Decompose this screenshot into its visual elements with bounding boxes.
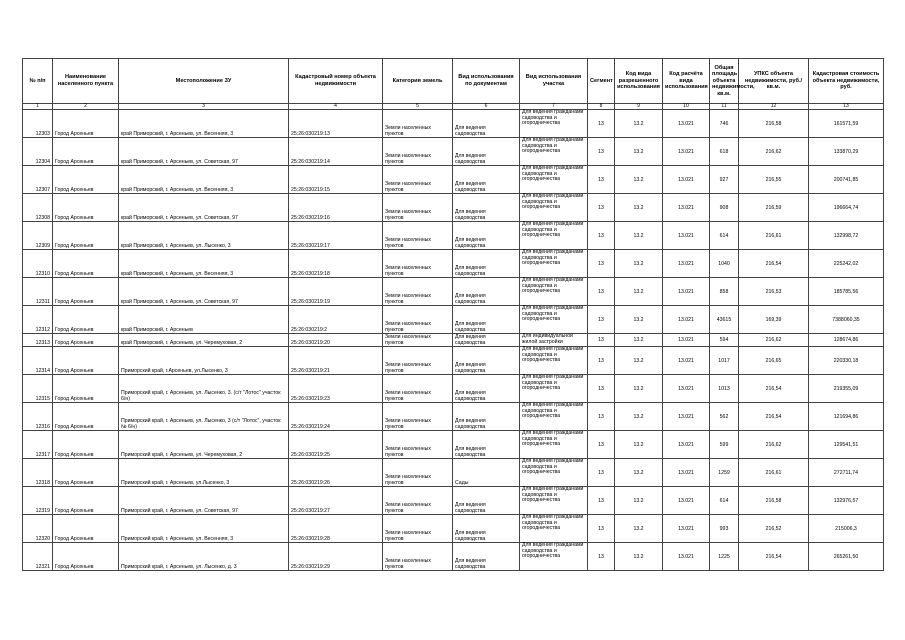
cell-upks: 216,62 <box>739 334 809 347</box>
cell-settlement: Город Арсеньев <box>53 347 119 375</box>
cell-use: Для ведения гражданами садоводства и огородничества <box>520 194 588 222</box>
cell-location: Приморский край, г. Арсеньев, ул. Черемуховая, 2 <box>119 431 289 459</box>
cell-calc-code: 13.021 <box>663 250 710 278</box>
cell-use: Для ведения гражданами садоводства и огородничества <box>520 375 588 403</box>
cell-area: 993 <box>710 515 739 543</box>
cell-cadastral: 25:26:030219:16 <box>289 194 383 222</box>
cell-calc-code: 13.021 <box>663 306 710 334</box>
cell-area: 562 <box>710 403 739 431</box>
cell-upks: 216,54 <box>739 250 809 278</box>
cell-cadastral: 25:26:030219:28 <box>289 515 383 543</box>
cell-area: 927 <box>710 166 739 194</box>
cell-calc-code: 13.021 <box>663 459 710 487</box>
cell-segment: 13 <box>588 543 615 571</box>
cell-value: 196664,74 <box>809 194 884 222</box>
table-row <box>23 166 884 194</box>
cell-location: край Приморский, г. Арсеньев, ул. Черемуховая, 2 <box>119 334 289 347</box>
cell-settlement: Город Арсеньев <box>53 334 119 347</box>
column-number: 13 <box>809 104 884 110</box>
cell-num: 12321 <box>23 543 53 571</box>
cell-vri-code: 13.2 <box>615 543 663 571</box>
table-row <box>23 459 884 487</box>
cadastral-table-sheet <box>22 58 883 571</box>
cell-vri-code: 13.2 <box>615 487 663 515</box>
cell-calc-code: 13.021 <box>663 194 710 222</box>
table-row <box>23 543 884 571</box>
cell-area: 614 <box>710 222 739 250</box>
column-header: Общая площадь объекта недвижимости, кв.м. <box>710 59 739 104</box>
cell-doc-use: Для ведения садоводства <box>453 347 520 375</box>
cell-location: Приморский край, г. Арсеньев, ул. Лысенко, д. 3 <box>119 543 289 571</box>
column-header: Код вида разрешенного использования <box>615 59 663 104</box>
cell-doc-use: Для ведения садоводства <box>453 138 520 166</box>
cell-vri-code: 13.2 <box>615 403 663 431</box>
cell-location: Приморский край, г. Арсеньев, ул. Лысенко, 3. (с/т "Лотос" участок 6/н) <box>119 375 289 403</box>
cell-settlement: Город Арсеньев <box>53 306 119 334</box>
cell-area: 1225 <box>710 543 739 571</box>
cell-upks: 216,62 <box>739 138 809 166</box>
column-header: Вид использования по документам <box>453 59 520 104</box>
cell-value: 265261,50 <box>809 543 884 571</box>
cell-vri-code: 13.2 <box>615 515 663 543</box>
column-number: 4 <box>289 104 383 110</box>
column-header: Кадастровый номер объекта недвижимости <box>289 59 383 104</box>
cell-calc-code: 13.021 <box>663 375 710 403</box>
cell-location: край Приморский, г. Арсеньев, ул. Весенняя, 3 <box>119 166 289 194</box>
cell-location: край Приморский, г. Арсеньев, ул. Советская, 97 <box>119 138 289 166</box>
cell-location: Приморский край, г. Арсеньев, ул. Весенняя, 3 <box>119 515 289 543</box>
cell-category: Земли населенных пунктов <box>383 459 453 487</box>
cell-cadastral: 25:26:030219:29 <box>289 543 383 571</box>
cell-settlement: Город Арсеньев <box>53 431 119 459</box>
cell-num: 12314 <box>23 347 53 375</box>
cell-upks: 216,52 <box>739 515 809 543</box>
cell-location: край Приморский, г. Арсеньев <box>119 306 289 334</box>
cell-category: Земли населенных пунктов <box>383 222 453 250</box>
column-header: Категория земель <box>383 59 453 104</box>
cell-area: 1013 <box>710 375 739 403</box>
cell-segment: 13 <box>588 375 615 403</box>
cell-calc-code: 13.021 <box>663 166 710 194</box>
cell-calc-code: 13.021 <box>663 515 710 543</box>
cell-segment: 13 <box>588 222 615 250</box>
cell-area: 858 <box>710 278 739 306</box>
cell-settlement: Город Арсеньев <box>53 403 119 431</box>
cell-use: Для ведения гражданами садоводства и огородничества <box>520 110 588 138</box>
cell-upks: 216,58 <box>739 487 809 515</box>
cell-area: 599 <box>710 431 739 459</box>
cell-doc-use: Для ведения садоводства <box>453 250 520 278</box>
cell-category: Земли населенных пунктов <box>383 306 453 334</box>
column-number: 8 <box>588 104 615 110</box>
cell-use: Для ведения гражданами садоводства и огородничества <box>520 543 588 571</box>
cell-value: 225242,02 <box>809 250 884 278</box>
cell-num: 12310 <box>23 250 53 278</box>
cell-category: Земли населенных пунктов <box>383 403 453 431</box>
cell-num: 12307 <box>23 166 53 194</box>
cell-vri-code: 13.2 <box>615 110 663 138</box>
cell-num: 12303 <box>23 110 53 138</box>
cell-calc-code: 13.021 <box>663 110 710 138</box>
cell-segment: 13 <box>588 515 615 543</box>
cell-vri-code: 13.2 <box>615 194 663 222</box>
cell-num: 12315 <box>23 375 53 403</box>
cell-value: 219355,09 <box>809 375 884 403</box>
column-number: 3 <box>119 104 289 110</box>
cell-num: 12319 <box>23 487 53 515</box>
cell-location: Приморский край, г.Арсеньев, ул.Лысенко, 3 <box>119 347 289 375</box>
cell-category: Земли населенных пунктов <box>383 375 453 403</box>
cell-upks: 216,54 <box>739 543 809 571</box>
cell-settlement: Город Арсеньев <box>53 459 119 487</box>
cell-segment: 13 <box>588 194 615 222</box>
cell-calc-code: 13.021 <box>663 334 710 347</box>
cell-cadastral: 25:26:030219:24 <box>289 403 383 431</box>
cell-cadastral: 25:26:030219:17 <box>289 222 383 250</box>
column-number: 6 <box>453 104 520 110</box>
column-number: 2 <box>53 104 119 110</box>
cell-doc-use: Для ведения садоводства <box>453 166 520 194</box>
cell-settlement: Город Арсеньев <box>53 222 119 250</box>
cell-segment: 13 <box>588 431 615 459</box>
cell-location: край Приморский, г. Арсеньев, ул. Лысенко, 3 <box>119 222 289 250</box>
cell-upks: 216,54 <box>739 375 809 403</box>
cell-num: 12317 <box>23 431 53 459</box>
cell-category: Земли населенных пунктов <box>383 110 453 138</box>
column-header: Кадастровая стоимость объекта недвижимости, руб. <box>809 59 884 104</box>
table-row <box>23 138 884 166</box>
cell-category: Земли населенных пунктов <box>383 347 453 375</box>
column-header: УПКС объекта недвижимости, руб./кв.м. <box>739 59 809 104</box>
cell-value: 7388060,35 <box>809 306 884 334</box>
cell-num: 12312 <box>23 306 53 334</box>
column-header: Вид использования участка <box>520 59 588 104</box>
cell-calc-code: 13.021 <box>663 347 710 375</box>
cell-segment: 13 <box>588 487 615 515</box>
cell-num: 12313 <box>23 334 53 347</box>
cell-doc-use: Для ведения садоводства <box>453 222 520 250</box>
cell-upks: 216,54 <box>739 403 809 431</box>
cell-vri-code: 13.2 <box>615 278 663 306</box>
cell-doc-use: Для ведения садоводства <box>453 110 520 138</box>
column-header: Местоположение ЗУ <box>119 59 289 104</box>
cell-segment: 13 <box>588 110 615 138</box>
cell-doc-use: Для ведения садоводства <box>453 194 520 222</box>
cell-location: край Приморский, г. Арсеньев, ул. Советская, 97 <box>119 194 289 222</box>
cell-area: 594 <box>710 334 739 347</box>
cell-cadastral: 25:26:030219:26 <box>289 459 383 487</box>
cell-value: 215006,3 <box>809 515 884 543</box>
cell-segment: 13 <box>588 334 615 347</box>
cell-doc-use: Сады <box>453 459 520 487</box>
cell-value: 185785,56 <box>809 278 884 306</box>
cell-segment: 13 <box>588 278 615 306</box>
table-body <box>23 110 884 571</box>
cell-segment: 13 <box>588 250 615 278</box>
cell-value: 129541,51 <box>809 431 884 459</box>
cell-settlement: Город Арсеньев <box>53 543 119 571</box>
cell-value: 132976,57 <box>809 487 884 515</box>
column-number: 5 <box>383 104 453 110</box>
cell-location: Приморский край, г. Арсеньев, ул.Лысенко, 3 <box>119 459 289 487</box>
cell-category: Земли населенных пунктов <box>383 543 453 571</box>
cell-location: край Приморский, г. Арсеньев, ул. Весенняя, 3 <box>119 250 289 278</box>
cell-upks: 216,61 <box>739 459 809 487</box>
cell-doc-use: Для ведения садоводства <box>453 375 520 403</box>
cell-category: Земли населенных пунктов <box>383 250 453 278</box>
cell-category: Земли населенных пунктов <box>383 431 453 459</box>
cell-num: 12316 <box>23 403 53 431</box>
table-row <box>23 347 884 375</box>
column-header: Сегмент <box>588 59 615 104</box>
cell-area: 746 <box>710 110 739 138</box>
table-row <box>23 110 884 138</box>
cell-value: 161571,59 <box>809 110 884 138</box>
cell-upks: 216,62 <box>739 431 809 459</box>
cell-doc-use: Для ведения садоводства <box>453 306 520 334</box>
cell-location: Приморский край, г. Арсеньев, ул. Лысенко, 3 (с/т "Лотос", участок № 6/н) <box>119 403 289 431</box>
cell-vri-code: 13.2 <box>615 431 663 459</box>
cell-num: 12309 <box>23 222 53 250</box>
cell-cadastral: 25:26:030219:20 <box>289 334 383 347</box>
table-row <box>23 334 884 347</box>
cell-category: Земли населенных пунктов <box>383 194 453 222</box>
table-row <box>23 431 884 459</box>
cell-upks: 216,59 <box>739 194 809 222</box>
table-row <box>23 375 884 403</box>
cell-use: Для ведения гражданами садоводства и огородничества <box>520 166 588 194</box>
column-number: 1 <box>23 104 53 110</box>
table-row <box>23 194 884 222</box>
table-row <box>23 403 884 431</box>
cell-value: 121694,86 <box>809 403 884 431</box>
cell-settlement: Город Арсеньев <box>53 278 119 306</box>
cell-location: край Приморский, г. Арсеньев, ул. Советская, 97 <box>119 278 289 306</box>
cell-use: Для ведения гражданами садоводства и огородничества <box>520 459 588 487</box>
cell-segment: 13 <box>588 166 615 194</box>
cell-vri-code: 13.2 <box>615 222 663 250</box>
cell-segment: 13 <box>588 138 615 166</box>
cell-settlement: Город Арсеньев <box>53 250 119 278</box>
cell-vri-code: 13.2 <box>615 250 663 278</box>
cell-category: Земли населенных пунктов <box>383 138 453 166</box>
cell-settlement: Город Арсеньев <box>53 375 119 403</box>
cell-category: Земли населенных пунктов <box>383 334 453 347</box>
cell-category: Земли населенных пунктов <box>383 515 453 543</box>
cell-calc-code: 13.021 <box>663 222 710 250</box>
cell-num: 12318 <box>23 459 53 487</box>
cell-cadastral: 25:26:030219:23 <box>289 375 383 403</box>
cell-use: Для ведения гражданами садоводства и огородничества <box>520 278 588 306</box>
cell-upks: 216,53 <box>739 278 809 306</box>
cell-use: Для ведения гражданами садоводства и огородничества <box>520 487 588 515</box>
cell-value: 132998,72 <box>809 222 884 250</box>
table-row <box>23 278 884 306</box>
cell-category: Земли населенных пунктов <box>383 278 453 306</box>
cell-calc-code: 13.021 <box>663 431 710 459</box>
table-row <box>23 222 884 250</box>
table-row <box>23 487 884 515</box>
cell-area: 908 <box>710 194 739 222</box>
cell-use: Для индивидуальной жилой застройки <box>520 334 588 347</box>
cell-calc-code: 13.021 <box>663 487 710 515</box>
cell-vri-code: 13.2 <box>615 459 663 487</box>
cell-segment: 13 <box>588 306 615 334</box>
cell-area: 43615 <box>710 306 739 334</box>
table-row <box>23 515 884 543</box>
cell-use: Для ведения гражданами садоводства и огородничества <box>520 431 588 459</box>
cell-settlement: Город Арсеньев <box>53 487 119 515</box>
cell-calc-code: 13.021 <box>663 403 710 431</box>
cell-area: 618 <box>710 138 739 166</box>
cell-settlement: Город Арсеньев <box>53 110 119 138</box>
cell-use: Для ведения гражданами садоводства и огородничества <box>520 306 588 334</box>
column-number: 11 <box>710 104 739 110</box>
cell-area: 614 <box>710 487 739 515</box>
cell-cadastral: 25:26:030219:25 <box>289 431 383 459</box>
cell-value: 200741,85 <box>809 166 884 194</box>
cell-use: Для ведения гражданами садоводства и огородничества <box>520 515 588 543</box>
cell-use: Для ведения гражданами садоводства и огородничества <box>520 403 588 431</box>
cell-segment: 13 <box>588 347 615 375</box>
cell-vri-code: 13.2 <box>615 166 663 194</box>
cell-doc-use: Для ведения садоводства <box>453 278 520 306</box>
cell-vri-code: 13.2 <box>615 138 663 166</box>
cell-location: край Приморский, г. Арсеньев, ул. Весенняя, 3 <box>119 110 289 138</box>
cell-area: 1259 <box>710 459 739 487</box>
cell-vri-code: 13.2 <box>615 334 663 347</box>
column-number: 12 <box>739 104 809 110</box>
cell-cadastral: 25:26:030219:13 <box>289 110 383 138</box>
cell-segment: 13 <box>588 459 615 487</box>
cell-cadastral: 25:26:030219:2 <box>289 306 383 334</box>
cell-settlement: Город Арсеньев <box>53 515 119 543</box>
cell-num: 12311 <box>23 278 53 306</box>
cell-segment: 13 <box>588 403 615 431</box>
cell-upks: 169,39 <box>739 306 809 334</box>
cell-use: Для ведения гражданами садоводства и огородничества <box>520 222 588 250</box>
cell-calc-code: 13.021 <box>663 278 710 306</box>
cell-doc-use: Для ведения садоводства <box>453 403 520 431</box>
column-number: 9 <box>615 104 663 110</box>
column-header: Код расчёта вида использования <box>663 59 710 104</box>
cell-area: 1040 <box>710 250 739 278</box>
cell-upks: 216,55 <box>739 166 809 194</box>
cell-value: 220330,18 <box>809 347 884 375</box>
cadastral-value-table <box>22 58 884 571</box>
cell-cadastral: 25:26:030219:21 <box>289 347 383 375</box>
table-header-row <box>23 59 884 104</box>
cell-doc-use: Для ведения садоводства <box>453 431 520 459</box>
cell-cadastral: 25:26:030219:18 <box>289 250 383 278</box>
cell-num: 12320 <box>23 515 53 543</box>
cell-doc-use: Для ведения садоводства <box>453 515 520 543</box>
cell-use: Для ведения гражданами садоводства и огородничества <box>520 347 588 375</box>
cell-cadastral: 25:26:030219:15 <box>289 166 383 194</box>
cell-use: Для ведения гражданами садоводства и огородничества <box>520 138 588 166</box>
cell-location: Приморский край, г. Арсеньев, ул. Советская, 97 <box>119 487 289 515</box>
table-row <box>23 250 884 278</box>
cell-value: 128674,86 <box>809 334 884 347</box>
cell-vri-code: 13.2 <box>615 375 663 403</box>
cell-vri-code: 13.2 <box>615 306 663 334</box>
cell-category: Земли населенных пунктов <box>383 487 453 515</box>
cell-use: Для ведения гражданами садоводства и огородничества <box>520 250 588 278</box>
cell-doc-use: Для ведения садоводства <box>453 334 520 347</box>
cell-value: 133870,29 <box>809 138 884 166</box>
cell-cadastral: 25:26:030219:19 <box>289 278 383 306</box>
cell-doc-use: Для ведения садоводства <box>453 487 520 515</box>
cell-num: 12304 <box>23 138 53 166</box>
column-header: Наименование населенного пункта <box>53 59 119 104</box>
cell-doc-use: Для ведения садоводства <box>453 543 520 571</box>
cell-vri-code: 13.2 <box>615 347 663 375</box>
cell-cadastral: 25:26:030219:27 <box>289 487 383 515</box>
cell-calc-code: 13.021 <box>663 543 710 571</box>
cell-num: 12308 <box>23 194 53 222</box>
cell-calc-code: 13.021 <box>663 138 710 166</box>
column-number: 10 <box>663 104 710 110</box>
cell-area: 1017 <box>710 347 739 375</box>
cell-upks: 216,61 <box>739 222 809 250</box>
cell-value: 272711,74 <box>809 459 884 487</box>
cell-upks: 216,58 <box>739 110 809 138</box>
cell-settlement: Город Арсеньев <box>53 194 119 222</box>
column-header: № п/п <box>23 59 53 104</box>
column-number: 7 <box>520 104 588 110</box>
table-row <box>23 306 884 334</box>
cell-settlement: Город Арсеньев <box>53 138 119 166</box>
cell-settlement: Город Арсеньев <box>53 166 119 194</box>
cell-category: Земли населенных пунктов <box>383 166 453 194</box>
cell-upks: 216,65 <box>739 347 809 375</box>
cell-cadastral: 25:26:030219:14 <box>289 138 383 166</box>
